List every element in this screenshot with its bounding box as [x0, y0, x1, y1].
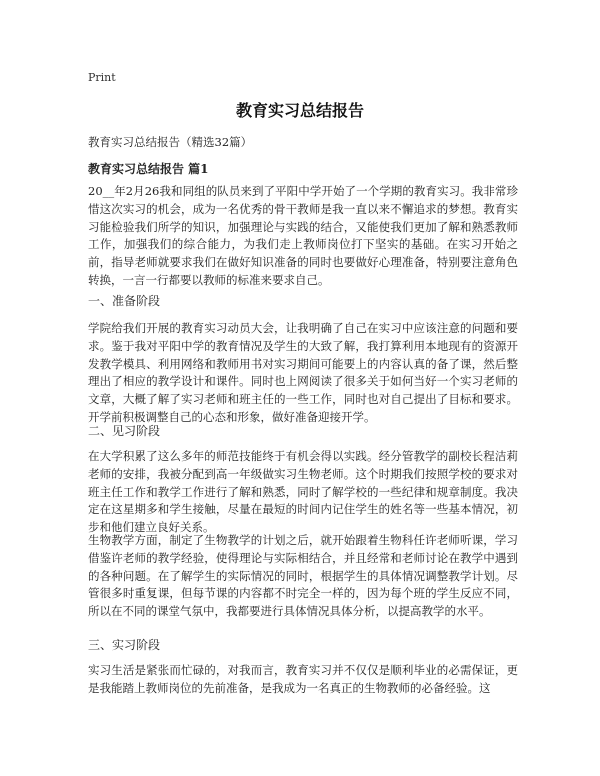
paragraph-intro: 20__年2月26我和同组的队员来到了平阳中学开始了一个学期的教育实习。我非常珍惜这次实习的机会，成为一名优秀的骨干教师是我一直以来不懈追求的梦想。教育实习能检验我们所学的知识，加强理论与实践的结合，又能使我们更加了解和熟悉教师工作，加强我们的综合能力，为我们走上教师岗位打下坚实的基础。在实习开始之前，指导老师就要求我们在做好知识准备的同时也要做好心理准备，特别要注意角色转换，一言一行都要以教师的标准来要求自己。: [88, 184, 518, 287]
paragraph-biology-teaching: 生物教学方面，制定了生物教学的计划之后，就开始跟着生物科任许老师听课，学习借鉴许老师的教学经验，使得理论与实际相结合，并且经常和老师讨论在教学中遇到的各种问题。在了解学生的实际情况的同时，根据学生的具体情况调整教学计划。尽管很多时重复课，但每节课的内容都不时完全一样的，因为每个班的学生反应不同，所以在不同的课堂气氛中，我都要进行具体情况具体分析，以提高教学的水平。: [88, 533, 518, 619]
print-label: Print: [88, 71, 116, 84]
section-heading: 教育实习总结报告 篇1: [88, 162, 209, 176]
paragraph-internship: 实习生活是紧张而忙碌的，对我而言，教育实习并不仅仅是顺利毕业的必需保证，更是我能踏上教师岗位的先前准备，是我成为一名真正的生物教师的必备经验。这: [88, 663, 518, 695]
document-subtitle: 教育实习总结报告（精选32篇）: [88, 135, 253, 149]
stage-heading-internship: 三、实习阶段: [88, 638, 161, 652]
document-title: 教育实习总结报告: [235, 101, 364, 120]
paragraph-observation: 在大学积累了这么多年的师范技能终于有机会得以实践。经分管教学的副校长程洁莉老师的安排，我被分配到高一年级做实习生物老师。这个时期我们按照学校的要求对班主任工作和教学工作进行了解和熟悉，同时了解学校的一些纪律和规章制度。我决定在这星期多和学生接触，尽量在最短的时间内记住学生的姓名等一些基本情况，初步和他们建立良好关系。: [88, 449, 518, 535]
stage-heading-preparation: 一、准备阶段: [88, 294, 161, 308]
stage-heading-observation: 二、见习阶段: [88, 424, 161, 438]
paragraph-preparation: 学院给我们开展的教育实习动员大会，让我明确了自己在实习中应该注意的问题和要求。鉴于我对平阳中学的教育情况及学生的大致了解，我打算利用本地现有的资源开发教学模具、利用网络和教师用书对实习期间可能要上的内容认真的备了课，然后整理出了相应的教学设计和课件。同时也上网阅读了很多关于如何当好一个实习老师的文章，大概了解了实习老师和班主任的一些工作，同时也对自己提出了目标和要求。开学前积极调整自己的心态和形象，做好准备迎接开学。: [88, 321, 518, 424]
